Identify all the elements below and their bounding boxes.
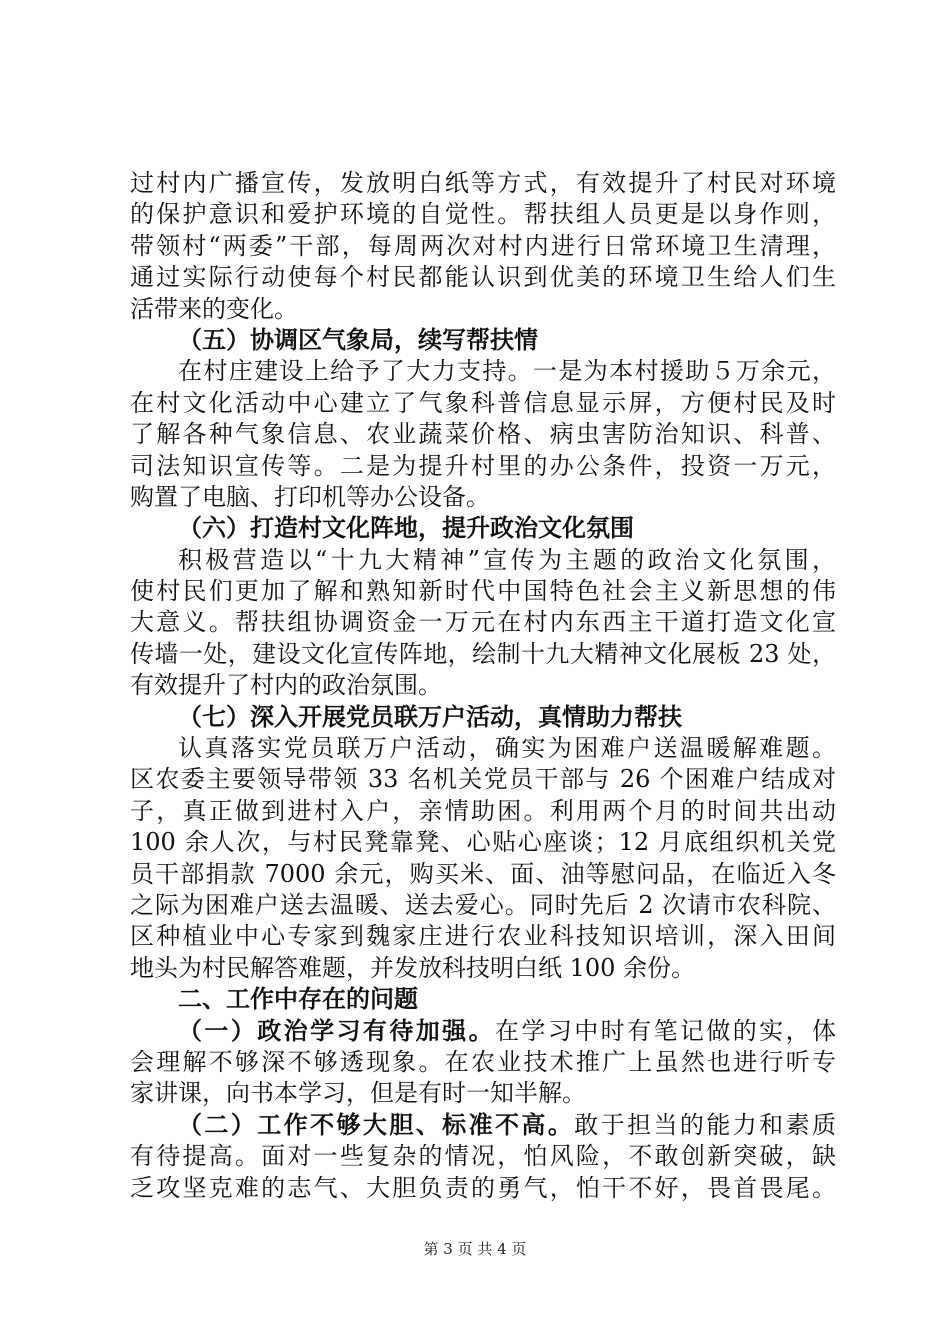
document-body [130,168,836,1204]
text-line: 区种植业中心专家到魏家庄进行农业科技知识培训，深入田间 [130,922,836,951]
text-line: 区农委主要领导带领 33 名机关党员干部与 26 个困难户结成对 [130,765,836,794]
text-line: 活带来的变化。 [130,294,298,323]
text-line: 使村民们更加了解和熟知新时代中国特色社会主义新思想的伟 [130,577,836,606]
section-heading: 二、工作中存在的问题 [178,985,418,1014]
text-line: 通过实际行动使每个村民都能认识到优美的环境卫生给人们生 [130,263,836,292]
text-line: 会理解不够深不够透现象。在农业技术推广上虽然也进行听专 [130,1047,836,1076]
text-line: 积极营造以“十九大精神”宣传为主题的政治文化氛围， [178,545,836,574]
text-line: 在村文化活动中心建立了气象科普信息显示屏，方便村民及时 [130,388,836,417]
text-line: 家讲课，向书本学习，但是有时一知半解。 [130,1079,586,1108]
text-line: 带领村“两委”干部，每周两次对村内进行日常环境卫生清理， [130,231,836,260]
section-heading: （七）深入开展党员联万户活动，真情助力帮扶 [178,702,682,731]
section-heading: （六）打造村文化阵地，提升政治文化氛围 [178,514,634,543]
text-line: 乏攻坚克难的志气、大胆负责的勇气，怕干不好，畏首畏尾。 [130,1173,836,1202]
text-line: 有待提高。面对一些复杂的情况，怕风险，不敢创新突破，缺 [130,1142,836,1171]
text-line: 了解各种气象信息、农业蔬菜价格、病虫害防治知识、科普、 [130,420,836,449]
text-line [130,1016,836,1047]
text-line: 员干部捐款 7000 余元，购买米、面、油等慰问品，在临近入冬 [130,859,836,888]
bold-lead: （二）工作不够大胆、标准不高。 [178,1110,575,1139]
text-line: 地头为村民解答难题，并发放科技明白纸 100 余份。 [130,953,696,982]
line-text: 敢于担当的能力和素质 [574,1110,836,1139]
text-line: 认真落实党员联万户活动，确实为困难户送温暖解难题。 [178,734,836,763]
text-line: 大意义。帮扶组协调资金一万元在村内东西主干道打造文化宣 [130,608,836,637]
line-text: 在学习中时有笔记做的实，体 [495,1016,836,1045]
text-line [130,1110,836,1141]
text-line: 100 余人次，与村民凳靠凳、心贴心座谈；12 月底组织机关党 [130,828,836,857]
page-footer: 第 3 页 共 4 页 [423,1240,527,1258]
section-heading: （五）协调区气象局，续写帮扶情 [178,325,538,354]
text-line: 购置了电脑、打印机等办公设备。 [130,482,490,511]
text-line: 的保护意识和爱护环境的自觉性。帮扶组人员更是以身作则， [130,200,836,229]
text-line: 有效提升了村内的政治氛围。 [130,671,442,700]
text-line: 子，真正做到进村入户，亲情助困。利用两个月的时间共出动 [130,796,836,825]
text-line: 在村庄建设上给予了大力支持。一是为本村援助５万余元， [178,357,836,386]
text-line: 传墙一处，建设文化宣传阵地，绘制十九大精神文化展板 23 处， [130,639,836,668]
text-line: 司法知识宣传等。二是为提升村里的办公条件，投资一万元， [130,451,836,480]
bold-lead: （一）政治学习有待加强。 [178,1016,495,1045]
text-line: 过村内广播宣传，发放明白纸等方式，有效提升了村民对环境 [130,169,836,197]
text-line: 之际为困难户送去温暖、送去爱心。同时先后 2 次请市农科院、 [130,890,836,919]
